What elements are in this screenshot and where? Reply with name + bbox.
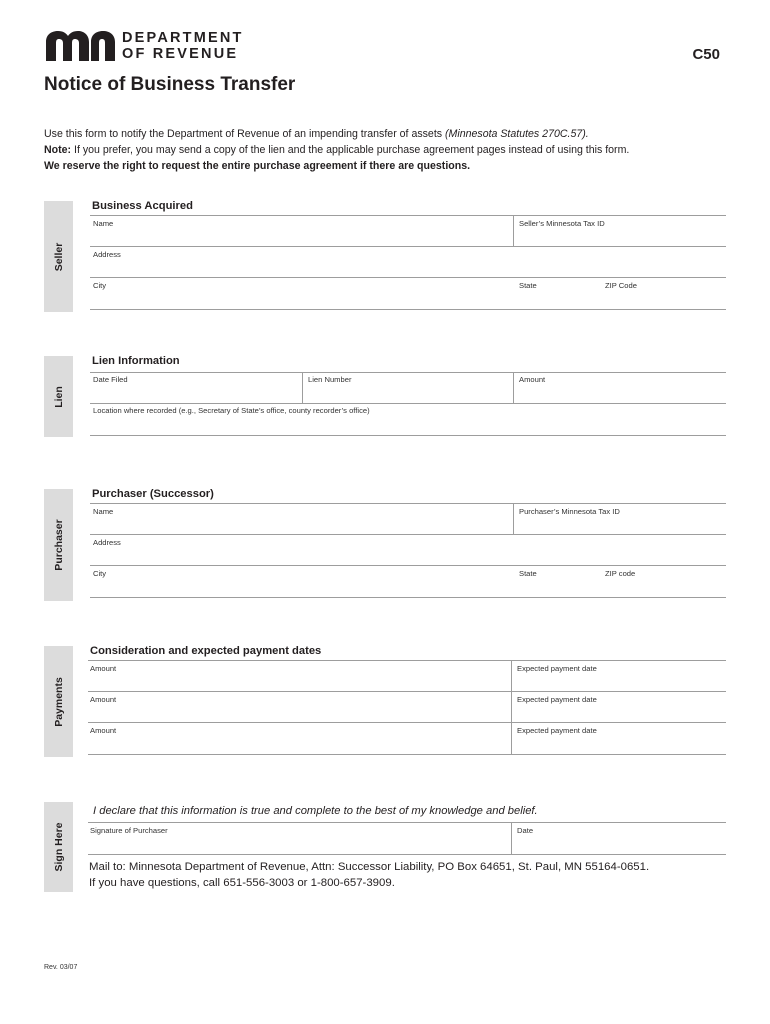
payment-amount-field[interactable]: Amount: [90, 664, 117, 673]
purchaser-name-field[interactable]: Name: [93, 507, 114, 516]
divider: [511, 822, 512, 854]
payment-amount-field[interactable]: Amount: [90, 726, 117, 735]
divider: [88, 660, 726, 661]
form-code: C50: [692, 46, 720, 63]
divider: [90, 503, 726, 504]
business-acquired-title: Business Acquired: [92, 200, 193, 212]
sign-here-tab: Sign Here: [44, 802, 73, 892]
divider: [90, 277, 726, 278]
payment-date-field[interactable]: Expected payment date: [517, 664, 597, 673]
instructions: Use this form to notify the Department of Revenue of an impending transfer of assets (Minnesota Statutes 270C.57). Note: If you prefer, you may send a copy of the lien and the applicable purchase agreement pages instead of using this form. We reserve the right to request the entire purchase agreement if there are questions.: [44, 128, 630, 172]
seller-address-field[interactable]: Address: [93, 250, 121, 259]
purchaser-title: Purchaser (Successor): [92, 488, 214, 500]
lien-information-title: Lien Information: [92, 355, 180, 367]
seller-zip-field[interactable]: ZIP Code: [605, 281, 637, 290]
payment-date-field[interactable]: Expected payment date: [517, 695, 597, 704]
payments-tab: Payments: [44, 646, 73, 757]
divider: [90, 372, 726, 373]
payment-amount-field[interactable]: Amount: [90, 695, 117, 704]
divider: [90, 435, 726, 436]
lien-number-field[interactable]: Lien Number: [308, 375, 352, 384]
payment-date-field[interactable]: Expected payment date: [517, 726, 597, 735]
revision-date: Rev. 03/07: [44, 964, 78, 971]
divider: [90, 565, 726, 566]
divider: [88, 822, 726, 823]
divider: [302, 372, 303, 404]
divider: [88, 854, 726, 855]
divider: [513, 372, 514, 404]
declaration-text: I declare that this information is true and complete to the best of my knowledge and belief.: [93, 805, 538, 817]
payments-title: Consideration and expected payment dates: [90, 645, 322, 657]
divider: [90, 309, 726, 310]
purchaser-city-field[interactable]: City: [93, 569, 107, 578]
seller-city-field[interactable]: City: [93, 281, 107, 290]
divider: [90, 403, 726, 404]
purchaser-zip-field[interactable]: ZIP code: [605, 569, 636, 578]
location-recorded-field[interactable]: Location where recorded (e.g., Secretary of State’s office, county recorder’s office): [93, 406, 370, 415]
divider: [513, 503, 514, 535]
seller-tax-id-field[interactable]: Seller’s Minnesota Tax ID: [519, 219, 605, 228]
date-filed-field[interactable]: Date Filed: [93, 375, 128, 384]
divider: [513, 215, 514, 247]
divider: [90, 215, 726, 216]
mailing-instructions: Mail to: Minnesota Department of Revenue, Attn: Successor Liability, PO Box 64651, St. Paul, MN 55164-0651. If you have questions, call 651-556-3003 or 1-800-657-3909.: [89, 861, 650, 889]
purchaser-tab: Purchaser: [44, 489, 73, 601]
page-title: Notice of Business Transfer: [44, 74, 296, 95]
signature-date-field[interactable]: Date: [517, 826, 534, 835]
seller-name-field[interactable]: Name: [93, 219, 114, 228]
mn-logo-icon: [44, 30, 116, 62]
divider: [90, 246, 726, 247]
purchaser-tax-id-field[interactable]: Purchaser’s Minnesota Tax ID: [519, 507, 620, 516]
divider: [88, 691, 726, 692]
divider: [88, 754, 726, 755]
seller-state-field[interactable]: State: [519, 281, 537, 290]
divider: [511, 660, 512, 754]
agency-logo-text: DEPARTMENT OF REVENUE: [122, 30, 244, 62]
divider: [90, 597, 726, 598]
purchaser-state-field[interactable]: State: [519, 569, 537, 578]
seller-tab: Seller: [44, 201, 73, 312]
divider: [88, 722, 726, 723]
lien-tab: Lien: [44, 356, 73, 437]
purchaser-address-field[interactable]: Address: [93, 538, 121, 547]
divider: [90, 534, 726, 535]
lien-amount-field[interactable]: Amount: [519, 375, 546, 384]
purchaser-signature-field[interactable]: Signature of Purchaser: [90, 826, 168, 835]
